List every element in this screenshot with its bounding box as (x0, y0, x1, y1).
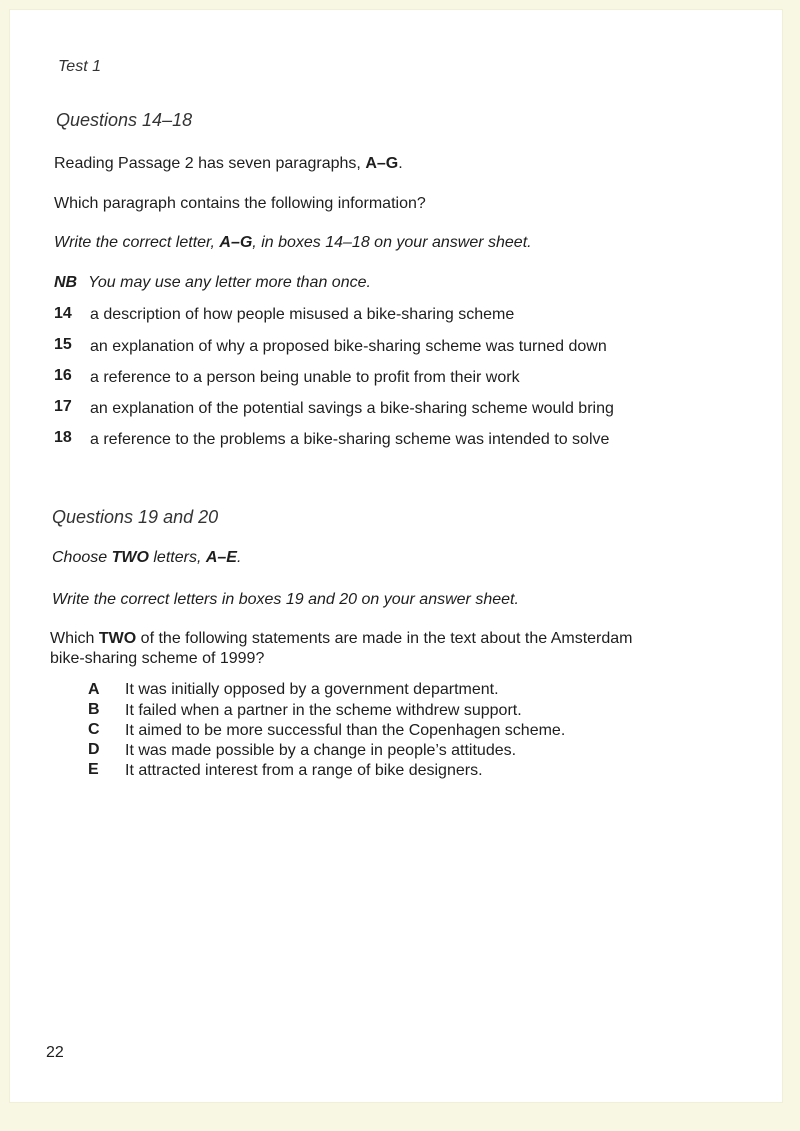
nb-line (54, 274, 371, 292)
option-letter: D (88, 741, 100, 758)
instruction-range: A–G (219, 234, 253, 251)
nb-label: NB (54, 274, 78, 291)
question-number: 16 (54, 367, 72, 384)
question-number: 14 (54, 305, 72, 322)
choose-range: A–E (205, 549, 237, 566)
option-letter: E (88, 761, 99, 778)
intro-range: A–G (365, 155, 399, 172)
intro-line (54, 155, 403, 173)
question-number: 18 (54, 429, 72, 446)
question-prompt: Which paragraph contains the following information? (54, 195, 426, 212)
option-text: It was initially opposed by a government department. (125, 681, 499, 698)
intro-prefix: Reading Passage 2 has seven paragraphs, (54, 155, 366, 172)
instruction-suffix: , in boxes 14–18 on your answer sheet. (252, 234, 532, 251)
option-text: It attracted interest from a range of bike designers. (125, 762, 483, 779)
choose-suffix: . (236, 549, 242, 566)
choose-mid: letters, (148, 549, 206, 566)
question-number: 15 (54, 336, 72, 353)
option-letter: A (88, 681, 100, 698)
question-number: 17 (54, 398, 72, 415)
section-19-20-title: Questions 19 and 20 (52, 507, 219, 527)
intro-suffix: . (398, 155, 403, 172)
option-text: It aimed to be more successful than the Copenhagen scheme. (125, 722, 566, 739)
option-text: It was made possible by a change in people’s attitudes. (125, 742, 517, 759)
nb-text: You may use any letter more than once. (88, 274, 371, 291)
choose-line (52, 549, 241, 567)
question-19-20-line1 (50, 630, 633, 648)
question-prefix: Which (50, 630, 99, 647)
section-14-18-title: Questions 14–18 (56, 110, 193, 130)
question-rest: of the following statements are made in the text about the Amsterdam (136, 630, 633, 647)
question-text: a reference to the problems a bike-sharing scheme was intended to solve (90, 431, 610, 448)
question-count: TWO (98, 630, 137, 647)
instruction-line (54, 234, 532, 252)
choose-count: TWO (111, 549, 149, 566)
choose-prefix: Choose (52, 549, 112, 566)
question-text: a reference to a person being unable to profit from their work (90, 369, 520, 386)
instruction-prefix: Write the correct letter, (54, 234, 220, 251)
option-text: It failed when a partner in the scheme withdrew support. (125, 702, 522, 719)
instruction-line-19-20: Write the correct letters in boxes 19 and 20 on your answer sheet. (52, 591, 519, 608)
test-label: Test 1 (58, 58, 101, 75)
question-19-20-line2: bike-sharing scheme of 1999? (50, 650, 265, 667)
page (10, 10, 782, 1102)
option-letter: B (88, 701, 100, 718)
page-number: 22 (46, 1044, 64, 1061)
option-letter: C (88, 721, 100, 738)
question-text: a description of how people misused a bike-sharing scheme (90, 306, 515, 323)
question-text: an explanation of the potential savings a bike-sharing scheme would bring (90, 400, 614, 417)
question-text: an explanation of why a proposed bike-sharing scheme was turned down (90, 338, 607, 355)
